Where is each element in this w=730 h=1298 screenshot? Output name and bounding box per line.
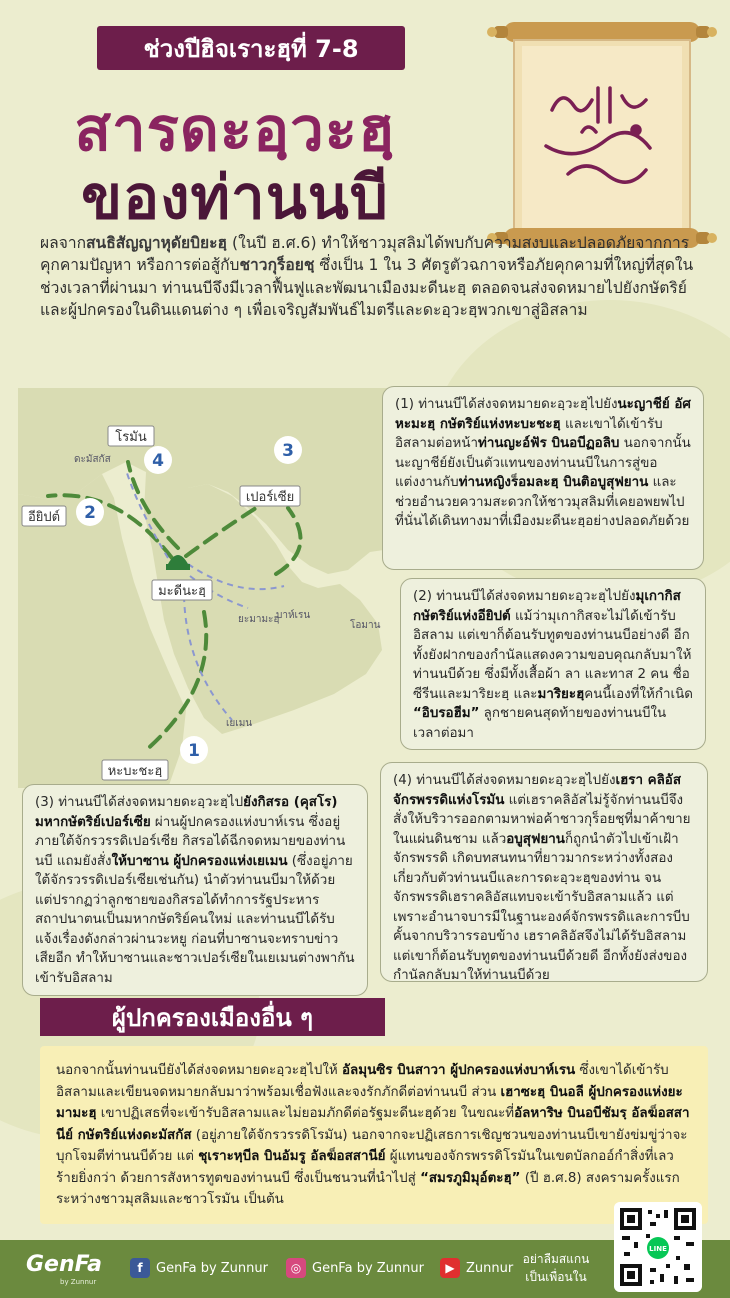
route-number-2: 2 bbox=[84, 503, 96, 523]
hudaybiyyah-term: สนธิสัญญาหุดัยบิยะฮฺ bbox=[86, 234, 228, 252]
youtube-icon: ▶ bbox=[440, 1258, 460, 1278]
route-number-1: 1 bbox=[188, 741, 200, 761]
genfa-logo: GenFa by Zunnur bbox=[26, 1252, 102, 1286]
map-label-oman: โอมาน bbox=[350, 620, 381, 631]
letter-box-persia: (3) ท่านนบีได้ส่งจดหมายดะอฺวะฮฺไปยังกิสรอ (คุสโร) มหากษัตริย์เปอร์เซีย ผ่านผู้ปกครองแห่งบาห์เรน ซึ่งอยู่ภายใต้จักรวรรดิเปอร์เซีย กิสรอได้ฉีกจดหมายของท่านนบี แถมยังสั่งให้บาซาน ผู้ปกครองแห่งเยเมน (ซึ่งอยู่ภายใต้จักรวรรดิเปอร์เซียเช่นกัน) นำตัวท่านนบีมาให้ด้วย แต่ปรากฏว่าลูกชายของกิสรอได้ทำการรัฐประหารสถาปนาตนเป็นมหากษัตริย์คนใหม่ และท่านนบีได้รับแจ้งเรื่องดังกล่าวผ่านวะหยู ก่อนที่บาซานจะทราบข่าวเสียอีก ทำให้บาซานและชาวเปอร์เซียในเยเมนต่างพากันเข้ารับอิสลาม bbox=[22, 784, 368, 996]
map-label-persia: เปอร์เซีย bbox=[245, 490, 295, 505]
map-label-yemen: เยเมน bbox=[226, 718, 253, 729]
line-qr-code[interactable] bbox=[614, 1202, 702, 1292]
map-label-madinah: มะดีนะฮฺ bbox=[158, 584, 206, 599]
route-number-4: 4 bbox=[152, 451, 164, 471]
facebook-link[interactable]: f GenFa by Zunnur bbox=[130, 1258, 268, 1278]
letter-box-habasha: (1) ท่านนบีได้ส่งจดหมายดะอฺวะฮฺไปยังนะญาชีย์ อัศหะมะฮฺ กษัตริย์แห่งหะบะชะฮฺ และเขาได้เข้ารับอิสลามต่อหน้าท่านญะอ์ฟัร บินอบีฏอลิบ นอกจากนั้นนะญาชีย์ยังเป็นตัวแทนของท่านนบีในการสู่ขอแต่งงานกับท่านหญิงร็อมละฮฺ บินติอบูสุฟยาน และช่วยอำนวยความสะดวกให้ชาวมุสลิมที่เคยอพยพไปที่นั่นได้เดินทางมาที่เมืองมะดีนะฮฺอย่างปลอดภัยด้วย bbox=[382, 386, 704, 570]
svg-text:LINE: LINE bbox=[649, 1245, 667, 1253]
map-label-yamamah: ยะมามะฮฺ bbox=[238, 614, 280, 625]
map-label-bahrain: บาห์เรน bbox=[276, 610, 311, 621]
intro-paragraph: ผลจากสนธิสัญญาหุดัยบิยะฮฺ (ในปี ฮ.ศ.6) ทำให้ชาวมุสลิมได้พบกับความสงบและปลอดภัยจากการคุกคามปัญหา หรือการต่อสู้กับชาวกุร็อยชฺ ซึ่งเป็น 1 ใน 3 ศัตรูตัวฉกาจหรือภัยคุกคามที่ใหญ่ที่สุดในช่วงเวลาที่ผ่านมา ท่านนบีจึงมีเวลาฟื้นฟูและพัฒนาเมืองมะดีนะฮฺ ตลอดจนส่งจดหมายไปยังกษัตริย์และผู้ปกครองในดินแดนต่าง ๆ เพื่อเจริญสัมพันธ์ไมตรีและดะอฺวะฮฺพวกเขาสู่อิสลาม bbox=[40, 234, 694, 320]
arabia-map bbox=[18, 388, 398, 788]
quraysh-term: ชาวกุร็อยชฺ bbox=[239, 256, 315, 275]
period-banner: ช่วงปีฮิจเราะฮฺที่ 7-8 bbox=[97, 26, 405, 70]
letter-box-egypt: (2) ท่านนบีได้ส่งจดหมายดะอฺวะฮฺไปยังมุเกากิส กษัตริย์แห่งอียิปต์ แม้ว่ามุเกากิสจะไม่ได้เข้ารับอิสลาม แต่เขาก็ต้อนรับทูตของท่านนบีอย่างดี อีกทั้งยังฝากของกำนัลแสดงความขอบคุณกลับมาให้ท่านนบีด้วย ซึ่งมีทั้งเสื้อผ้า ลา และทาส 2 คน ชื่อซีรีนและมาริยะฮฺ และมาริยะฮฺคนนี้เองที่ให้กำเนิด “อิบรอฮีม” ลูกชายคนสุดท้ายของท่านนบีในเวลาต่อมา bbox=[400, 578, 706, 750]
map-label-rome: โรมัน bbox=[115, 430, 147, 445]
map-label-damascus: ดะมัสกัส bbox=[74, 454, 111, 465]
scan-reminder: อย่าลืมสแกน เป็นเพื่อนใน bbox=[522, 1252, 590, 1284]
youtube-link[interactable]: ▶ Zunnur bbox=[440, 1258, 513, 1278]
instagram-icon: ◎ bbox=[286, 1258, 306, 1278]
page-title-line1: สารดะอฺวะฮฺ bbox=[74, 95, 396, 165]
page-title-line2: ของท่านนบี bbox=[81, 163, 389, 233]
other-rulers-banner: ผู้ปกครองเมืองอื่น ๆ bbox=[40, 998, 385, 1036]
other-rulers-paragraph: นอกจากนั้นท่านนบียังได้ส่งจดหมายดะอฺวะฮฺไปให้ อัลมุนซิร บินสาวา ผู้ปกครองแห่งบาห์เรน ซึ่งเขาได้เข้ารับอิสลามและเขียนจดหมายกลับมาว่าพร้อมเชื่อฟังและจงรักภักดีต่อท่านนบี ส่วน เฮาซะฮฺ บินอลี ผู้ปกครองแห่งยะมามะฮฺ เขาปฏิเสธที่จะเข้ารับอิสลามและไม่ยอมภักดีต่อรัฐมะดีนะฮฺด้วย ในขณะที่อัลหาริษ บินอบีชัมรฺ อัลฆ็อสสานีย์ กษัตริย์แห่งดะมัสกัส (อยู่ภายใต้จักรวรรดิโรมัน) นอกจากจะปฏิเสธการเชิญชวนของท่านนบีเขายังข่มขู่ว่าจะบุกโจมตีท่านนบีด้วย แต่ ชุเราะหฺบีล บินอัมรู อัลฆ็อสสานีย์ ผู้แทนของจักรพรรดิโรมันในเขตบัลกออ์กำสิ่งที่เลวร้ายยิ่งกว่า ด้วยการสังหารทูตของท่านนบี ซึ่งเป็นชนวนที่นำไปสู่ “สมรภูมิมุอ์ตะฮฺ” (ปี ฮ.ศ.8) สงครามครั้งแรกระหว่างชาวมุสลิมและชาวโรมัน เป็นต้น bbox=[40, 1046, 708, 1224]
map-label-habasha: หะบะชะฮฺ bbox=[107, 764, 163, 779]
letter-box-rome: (4) ท่านนบีได้ส่งจดหมายดะอฺวะฮฺไปยังเฮรา คลิอัส จักรพรรดิแห่งโรมัน แต่เฮราคลิอัสไม่รู้จักท่านนบีจึงสั่งให้บริวารออกตามหาพ่อค้าชาวกุร็อยชฺที่มาค้าขายในแผ่นดินชาม แล้วอบูสุฟยานก็ถูกนำตัวไปเข้าเฝ้าจักรพรรดิ เกิดบทสนทนาที่ยาวมากระหว่างทั้งสองเกี่ยวกับตัวท่านนบีและการดะอฺวะฮฺของท่าน จนจักรพรรดิเฮราคลิอัสแทบจะเข้ารับอิสลามแล้ว แต่เพราะอำนาจบารมีในฐานะองค์จักรพรรดิและการบีบคั้นจากบริวารรอบข้าง เฮราคลิอัสจึงไม่ได้รับอิสลาม แต่เขาก็ต้อนรับทูตของท่านนบีด้วยดี อีกทั้งยังส่งของกำนัลกลับมาให้ท่านนบีด้วย bbox=[380, 762, 708, 982]
route-number-3: 3 bbox=[282, 441, 294, 461]
map-label-egypt: อียิปต์ bbox=[27, 510, 61, 525]
instagram-link[interactable]: ◎ GenFa by Zunnur bbox=[286, 1258, 424, 1278]
facebook-icon: f bbox=[130, 1258, 150, 1278]
